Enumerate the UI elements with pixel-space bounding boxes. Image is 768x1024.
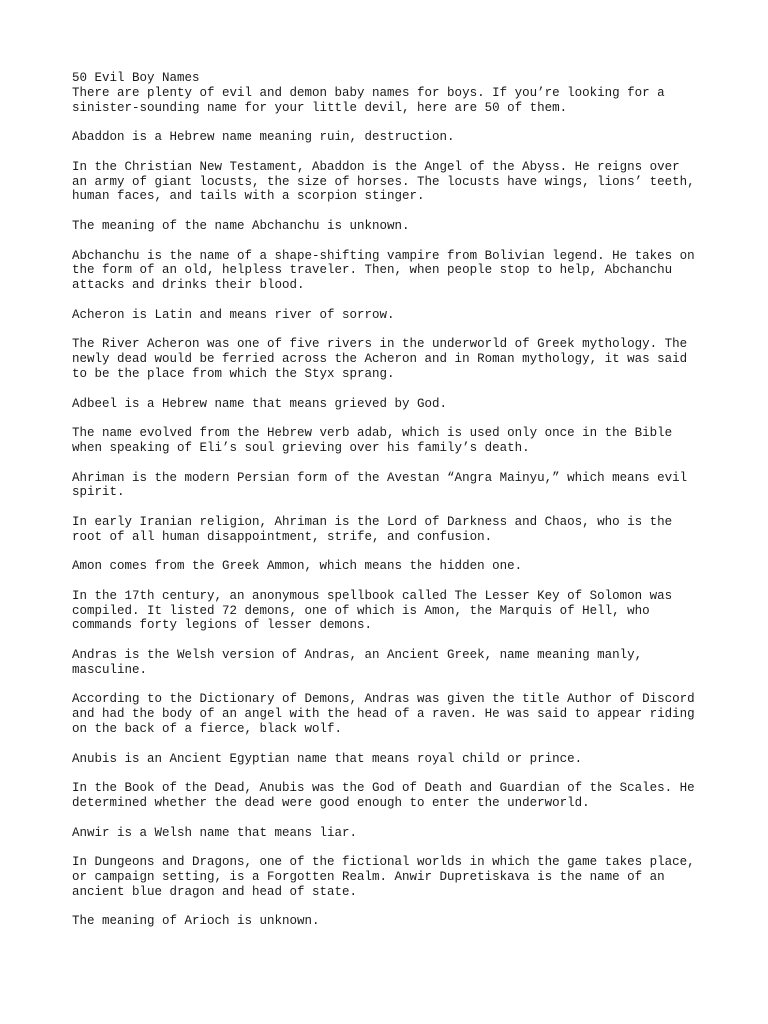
- paragraph-line: attacks and drinks their blood.: [72, 278, 305, 293]
- paragraph-line: masculine.: [72, 662, 148, 677]
- paragraph: [72, 130, 712, 145]
- paragraph: [72, 752, 712, 767]
- paragraph-line: In the Book of the Dead, Anubis was the God of Death and Guardian of the Scales. He: [72, 781, 695, 796]
- paragraph-line: In the Christian New Testament, Abaddon is the Angel of the Abyss. He reigns over: [72, 159, 680, 174]
- paragraph: [72, 914, 712, 929]
- paragraph: [72, 781, 712, 811]
- paragraph-line: In early Iranian religion, Ahriman is the Lord of Darkness and Chaos, who is the: [72, 514, 673, 529]
- paragraph-line: The meaning of Arioch is unknown.: [72, 914, 320, 929]
- paragraph-line: human faces, and tails with a scorpion stinger.: [72, 189, 425, 204]
- paragraph: [72, 160, 712, 204]
- paragraph-line: ancient blue dragon and head of state.: [72, 884, 358, 899]
- paragraph: [72, 471, 712, 501]
- paragraph-line: to be the place from which the Styx sprang.: [72, 366, 395, 381]
- paragraph-line: Anwir is a Welsh name that means liar.: [72, 825, 358, 840]
- paragraph: [72, 337, 712, 381]
- paragraph: [72, 826, 712, 841]
- document-title: 50 Evil Boy Names: [72, 71, 200, 85]
- paragraph-line: In Dungeons and Dragons, one of the fictional worlds in which the game takes place,: [72, 855, 695, 870]
- paragraph: [72, 515, 712, 545]
- paragraph-line: Acheron is Latin and means river of sorrow.: [72, 307, 395, 322]
- paragraph-line: when speaking of Eli’s soul grieving over his family’s death.: [72, 440, 530, 455]
- paragraph-line: Abchanchu is the name of a shape-shifting vampire from Bolivian legend. He takes on: [72, 248, 695, 263]
- paragraph-line: According to the Dictionary of Demons, Andras was given the title Author of Discord: [72, 692, 695, 707]
- paragraph: [72, 86, 712, 116]
- paragraph: [72, 648, 712, 678]
- paragraph: [72, 249, 712, 293]
- paragraph: [72, 692, 712, 736]
- paragraph: [72, 397, 712, 412]
- paragraph-line: Anubis is an Ancient Egyptian name that means royal child or prince.: [72, 751, 583, 766]
- paragraph-line: Ahriman is the modern Persian form of the Avestan “Angra Mainyu,” which means evil: [72, 470, 688, 485]
- paragraph-line: or campaign setting, is a Forgotten Realm. Anwir Dupretiskava is the name of an: [72, 870, 665, 885]
- paragraph-line: the form of an old, helpless traveler. Then, when people stop to help, Abchanchu: [72, 263, 673, 278]
- paragraph: [72, 559, 712, 574]
- paragraph-line: commands forty legions of lesser demons.: [72, 618, 373, 633]
- paragraph-line: root of all human disappointment, strife, and confusion.: [72, 529, 493, 544]
- paragraph-line: compiled. It listed 72 demons, one of which is Amon, the Marquis of Hell, who: [72, 603, 650, 618]
- paragraph-line: on the back of a fierce, black wolf.: [72, 722, 343, 737]
- paragraph-line: newly dead would be ferried across the Acheron and in Roman mythology, it was said: [72, 352, 688, 367]
- paragraph-line: In the 17th century, an anonymous spellbook called The Lesser Key of Solomon was: [72, 588, 673, 603]
- paragraph-line: Andras is the Welsh version of Andras, an Ancient Greek, name meaning manly,: [72, 648, 643, 663]
- paragraph-line: an army of giant locusts, the size of horses. The locusts have wings, lions’ teeth,: [72, 174, 695, 189]
- paragraph: [72, 855, 712, 899]
- paragraph-line: and had the body of an angel with the head of a raven. He was said to appear riding: [72, 707, 695, 722]
- paragraph-line: spirit.: [72, 485, 125, 500]
- paragraph: [72, 589, 712, 633]
- paragraph-line: The name evolved from the Hebrew verb adab, which is used only once in the Bible: [72, 426, 673, 441]
- paragraph-line: sinister-sounding name for your little devil, here are 50 of them.: [72, 100, 568, 115]
- document-page: [72, 71, 712, 944]
- paragraph: [72, 426, 712, 456]
- paragraph-line: Adbeel is a Hebrew name that means grieved by God.: [72, 396, 448, 411]
- paragraph-line: determined whether the dead were good enough to enter the underworld.: [72, 796, 590, 811]
- paragraph: [72, 308, 712, 323]
- paragraph-line: Abaddon is a Hebrew name meaning ruin, destruction.: [72, 130, 455, 145]
- document-body: [72, 86, 712, 929]
- paragraph: [72, 219, 712, 234]
- paragraph-line: The River Acheron was one of five rivers in the underworld of Greek mythology. The: [72, 337, 688, 352]
- paragraph-line: The meaning of the name Abchanchu is unknown.: [72, 218, 410, 233]
- paragraph-line: There are plenty of evil and demon baby names for boys. If you’re looking for a: [72, 85, 665, 100]
- paragraph-line: Amon comes from the Greek Ammon, which means the hidden one.: [72, 559, 523, 574]
